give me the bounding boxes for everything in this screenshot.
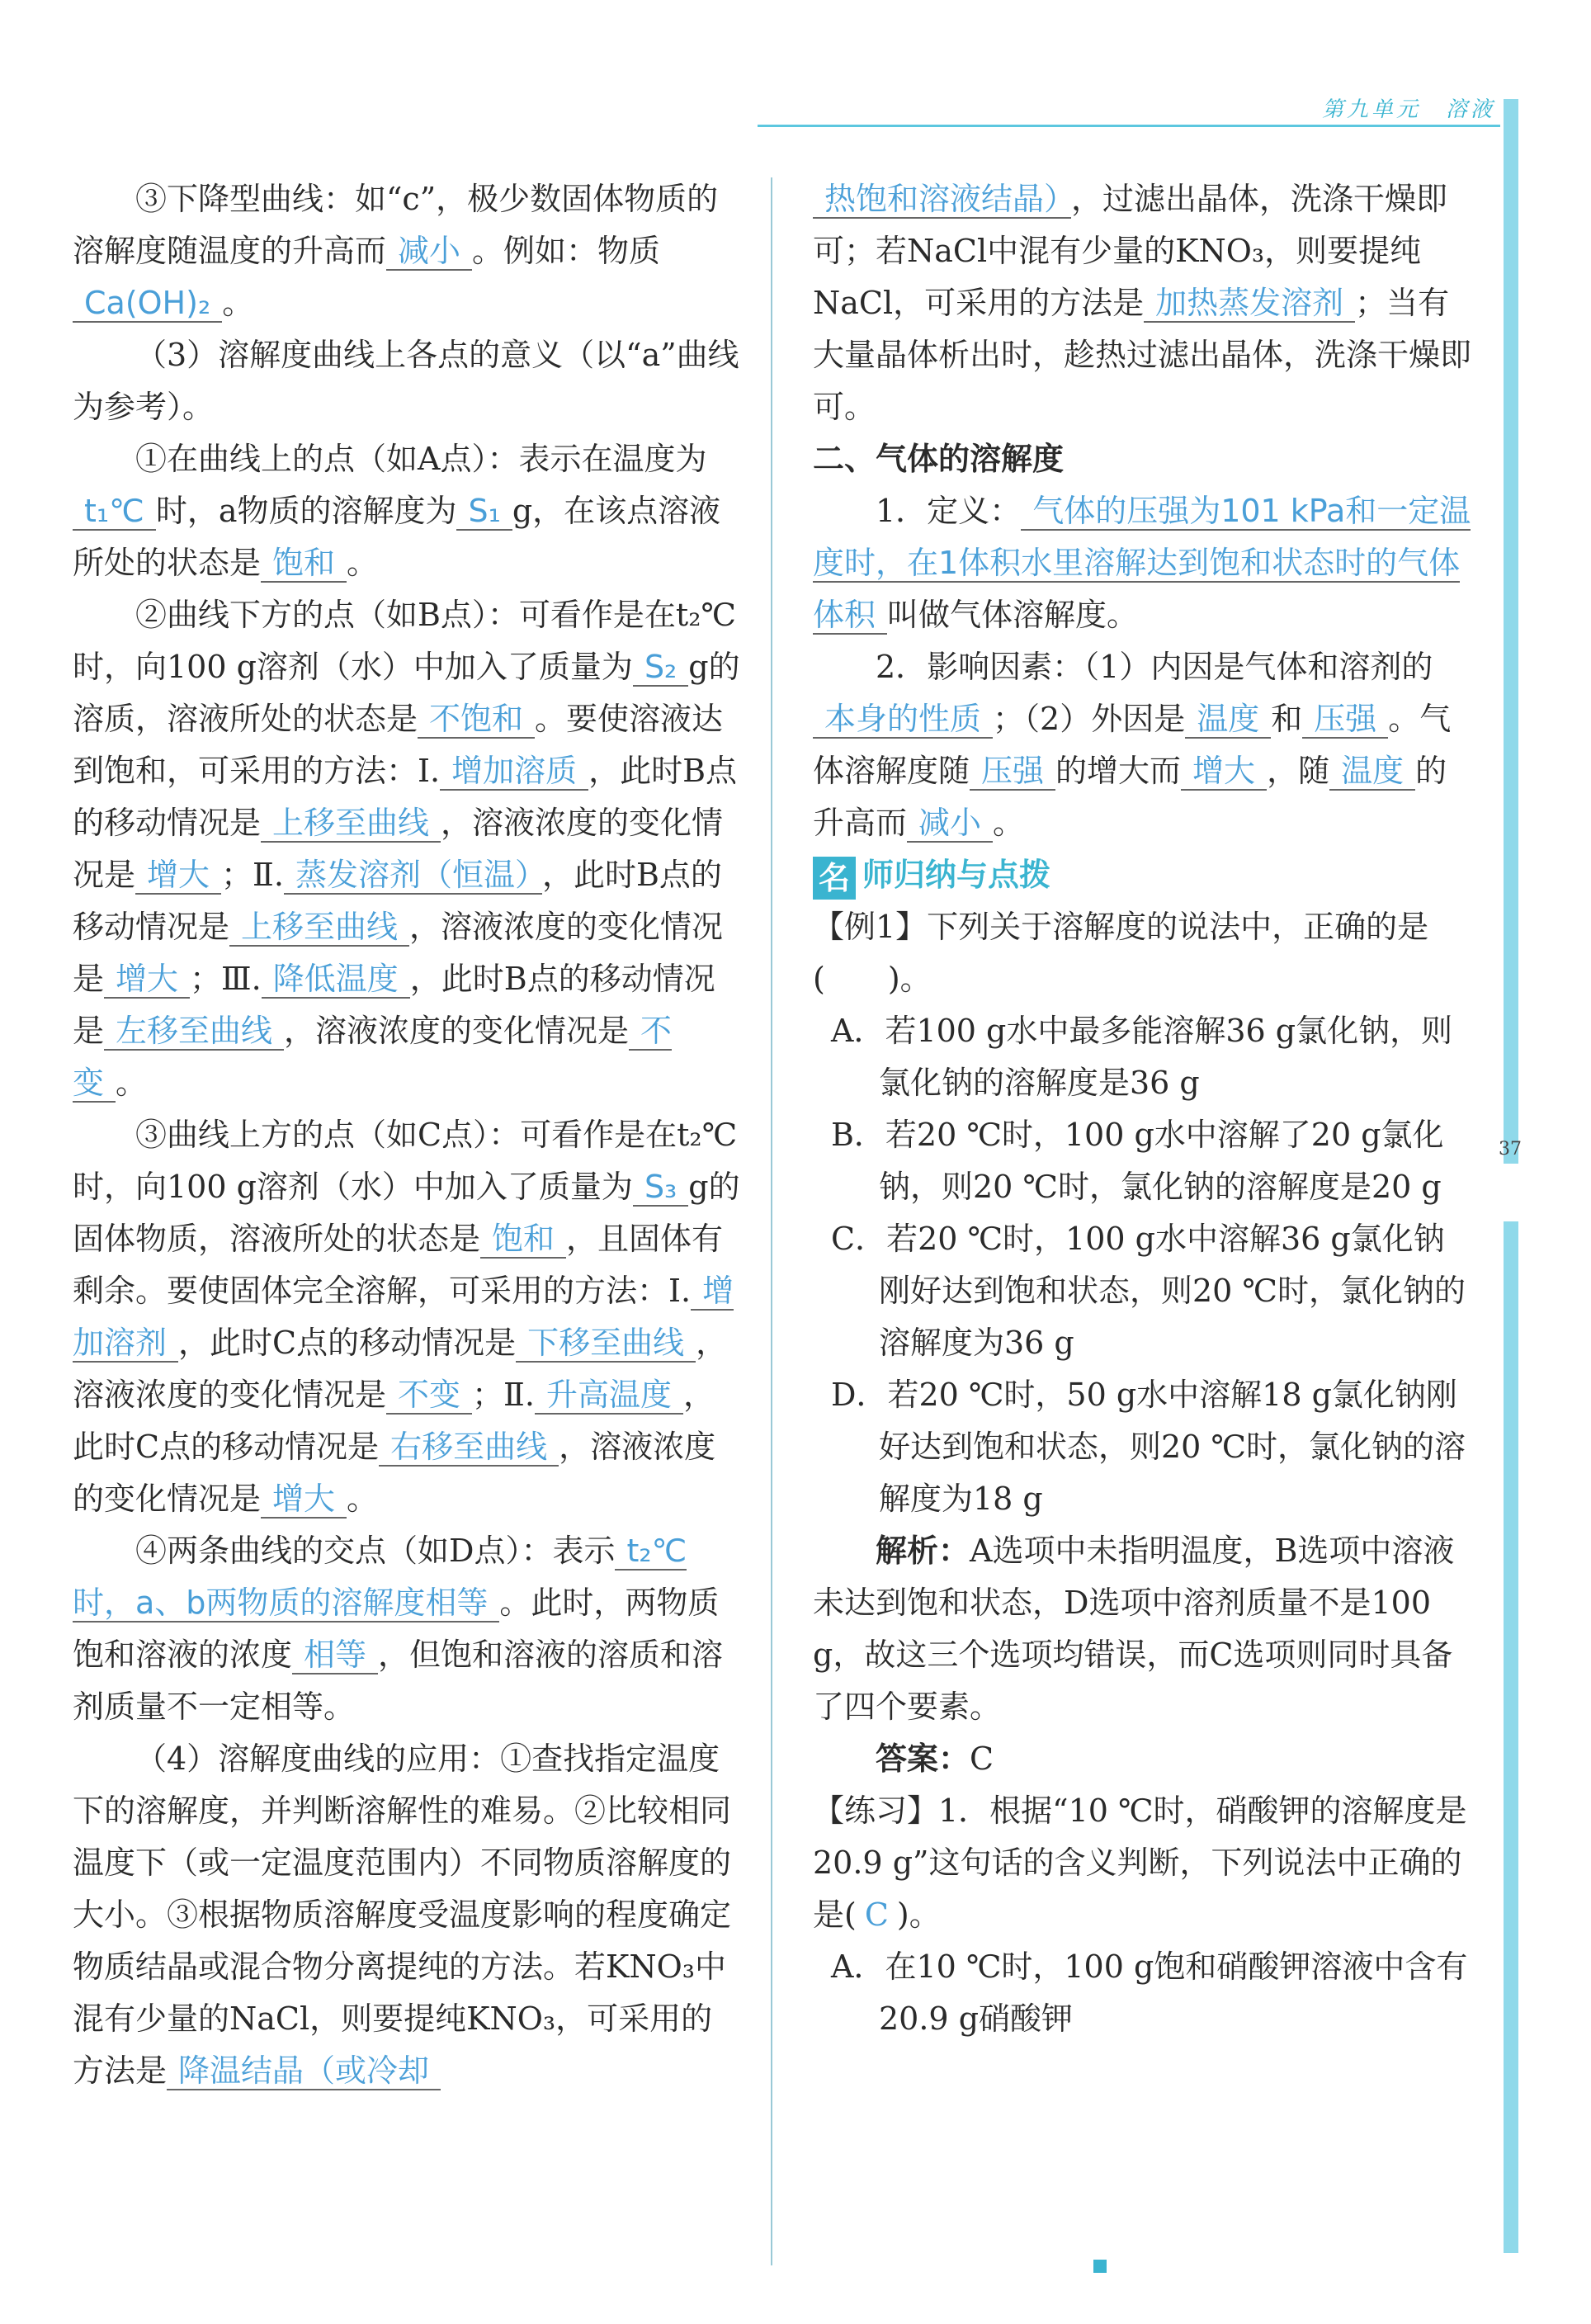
answer-blank: 上移至曲线	[229, 909, 409, 947]
answer-blank: 热饱和溶液结晶）	[813, 181, 1071, 219]
answer-blank: 增大	[1181, 753, 1267, 791]
answer-blank: 压强	[1302, 701, 1388, 739]
paragraph: 热饱和溶液结晶） ，过滤出晶体，洗涤干燥即可；若NaCl中混有少量的KNO₃，则要提纯NaCl，可采用的方法是 加热蒸发溶剂 ；当有大量晶体析出时，趁热过滤出晶体，洗涤干燥即可。	[813, 181, 1472, 425]
answer-blank: S₁	[456, 493, 512, 531]
answer-blank: 温度	[1185, 701, 1271, 739]
answer-blank: 右移至曲线	[379, 1429, 559, 1467]
header-rule	[758, 125, 1500, 127]
answer-blank: 下移至曲线	[516, 1325, 696, 1363]
answer: 答案：C	[876, 1741, 994, 1777]
answer-blank: 气体的压强为101 kPa和一定温度时，在1体积水里溶解达到饱和状态时的气体体积	[813, 493, 1471, 633]
paragraph: ②曲线下方的点（如B点）：可看作是在t₂℃时，向100 g溶剂（水）中加入了质量为 S₂ g的溶质，溶液所处的状态是 不饱和 。要使溶液达到饱和，可采用的方法：Ⅰ. 增加溶质 ，此时B点的移动情况是 上移至曲线 ，溶液浓度的变化情况是 增大 ；Ⅱ. 蒸发溶剂（恒温） ，此时B点的移动情况是 上移至曲线 ，溶液浓度的变化情况是 增大 ；Ⅲ. 降低温度 ，此时B点的移动情况是 左移至曲线 ，溶液浓度的变化情况是 不变 。	[73, 597, 740, 1101]
answer-blank: S₃	[633, 1169, 688, 1207]
option-b: B．若20 ℃时，100 g水中溶解了20 g氯化钠，则20 ℃时，氯化钠的溶解度是20 g	[831, 1117, 1444, 1205]
answer-blank: t₂℃时，a、b两物质的溶解度相等	[73, 1533, 687, 1621]
paragraph: 1．定义： 气体的压强为101 kPa和一定温度时，在1体积水里溶解达到饱和状态时的气体体积 叫做气体溶解度。	[813, 493, 1471, 633]
answer-blank: 相等	[292, 1637, 378, 1675]
answer-blank: 饱和	[261, 545, 347, 583]
practice-answer: C	[864, 1897, 889, 1933]
footer-marker	[1093, 2260, 1107, 2273]
unit-title: 第九单元 溶液	[1321, 97, 1495, 122]
column-divider	[771, 177, 772, 2265]
section-title-row	[813, 849, 1473, 901]
left-column	[73, 173, 741, 2097]
practice-question: 【练习】1．根据“10 ℃时，硝酸钾的溶解度是20.9 g”这句话的含义判断，下列说法中正确的是( C )。	[813, 1793, 1467, 1933]
answer-blank: 不变	[386, 1377, 472, 1415]
paragraph: ①在曲线上的点（如A点）：表示在温度为t₁℃ 时，a物质的溶解度为 S₁ g，在该点溶液所处的状态是 饱和 。	[73, 441, 721, 581]
answer-blank: 增大	[261, 1481, 347, 1519]
paragraph: （3）溶解度曲线上各点的意义（以“a”曲线为参考）。	[73, 337, 739, 425]
option-d: D．若20 ℃时，50 g水中溶解18 g氯化钠刚好达到饱和状态，则20 ℃时，氯化钠的溶解度为18 g	[831, 1377, 1466, 1517]
answer-blank: 上移至曲线	[261, 805, 441, 843]
answer-blank: 降低温度	[262, 961, 410, 999]
answer-blank: 增加溶质	[440, 753, 588, 791]
answer-blank: 不饱和	[418, 701, 535, 739]
side-bar	[1504, 99, 1518, 2253]
answer-blank: t₁℃	[73, 493, 156, 531]
paragraph: 2．影响因素：（1）内因是气体和溶剂的本身的性质 ；（2）外因是 温度 和 压强 。气体溶解度随 压强 的增大而 增大 ，随 温度 的升高而 减小 。	[813, 649, 1452, 841]
answer-blank: 左移至曲线	[104, 1013, 284, 1051]
analysis: 解析：A选项中未指明温度，B选项中溶液未达到饱和状态，D选项中溶剂质量不是100 g，故这三个选项均错误，而C选项则同时具备了四个要素。	[813, 1533, 1455, 1725]
right-column	[813, 173, 1473, 2045]
answer-blank: 蒸发溶剂（恒温）	[284, 857, 542, 895]
answer-blank: Ca(OH)₂	[73, 285, 222, 323]
answer-blank: 增加溶剂	[73, 1273, 734, 1361]
answer-blank: 增大	[135, 857, 221, 895]
answer-blank: 温度	[1329, 753, 1415, 791]
answer-blank: 不变	[73, 1013, 673, 1101]
page-number: 37	[1499, 1139, 1522, 1160]
page-header	[758, 92, 1500, 134]
answer-blank: 减小	[386, 233, 472, 271]
answer-blank: 压强	[970, 753, 1055, 791]
example-question: 【例1】下列关于溶解度的说法中，正确的是( )。	[813, 909, 1429, 997]
answer-blank: 降温结晶（或冷却	[167, 2052, 441, 2090]
paragraph: （4）溶解度曲线的应用：①查找指定温度下的溶解度，并判断溶解性的难易。②比较相同温度下（或一定温度范围内）不同物质溶解度的大小。③根据物质溶解度受温度影响的程度确定物质结晶或混合物分离提纯的方法。若KNO₃中混有少量的NaCl，则要提纯KNO₃，可采用的方法是 降温结晶（或冷却	[73, 1741, 732, 2089]
answer-blank: 饱和	[480, 1221, 566, 1259]
answer-blank: 升高温度	[535, 1377, 683, 1415]
answer-blank: 增大	[104, 961, 190, 999]
answer-blank: 减小	[907, 805, 993, 843]
practice-option-a: A．在10 ℃时，100 g饱和硝酸钾溶液中含有20.9 g硝酸钾	[831, 1948, 1468, 2037]
paragraph: ③下降型曲线：如“c”，极少数固体物质的溶解度随温度的升高而 减小 。例如：物质Ca(OH)₂ 。	[73, 181, 719, 321]
answer-blank: S₂	[633, 649, 688, 687]
section-title: 师归纳与点拨	[862, 857, 1051, 893]
paragraph: ④两条曲线的交点（如D点）：表示 t₂℃时，a、b两物质的溶解度相等 。此时，两物质饱和溶液的浓度 相等 ，但饱和溶液的溶质和溶剂质量不一定相等。	[73, 1533, 724, 1725]
answer-blank: 本身的性质	[813, 701, 993, 739]
paragraph: ③曲线上方的点（如C点）：可看作是在t₂℃时，向100 g溶剂（水）中加入了质量为 S₃ g的固体物质，溶液所处的状态是 饱和 ，且固体有剩余。要使固体完全溶解，可采用的方法：Ⅰ. 增加溶剂 ，此时C点的移动情况是 下移至曲线 ，溶液浓度的变化情况是 不变 ；Ⅱ. 升高温度 ，此时C点的移动情况是 右移至曲线 ，溶液浓度的变化情况是 增大 。	[73, 1117, 740, 1517]
option-c: C．若20 ℃时，100 g水中溶解36 g氯化钠刚好达到饱和状态，则20 ℃时，氯化钠的溶解度为36 g	[831, 1221, 1466, 1361]
badge-icon: 名	[813, 857, 856, 900]
option-a: A．若100 g水中最多能溶解36 g氯化钠，则氯化钠的溶解度是36 g	[831, 1013, 1453, 1101]
section-heading: 二、气体的溶解度	[813, 441, 1065, 477]
answer-blank: 加热蒸发溶剂	[1144, 285, 1355, 323]
